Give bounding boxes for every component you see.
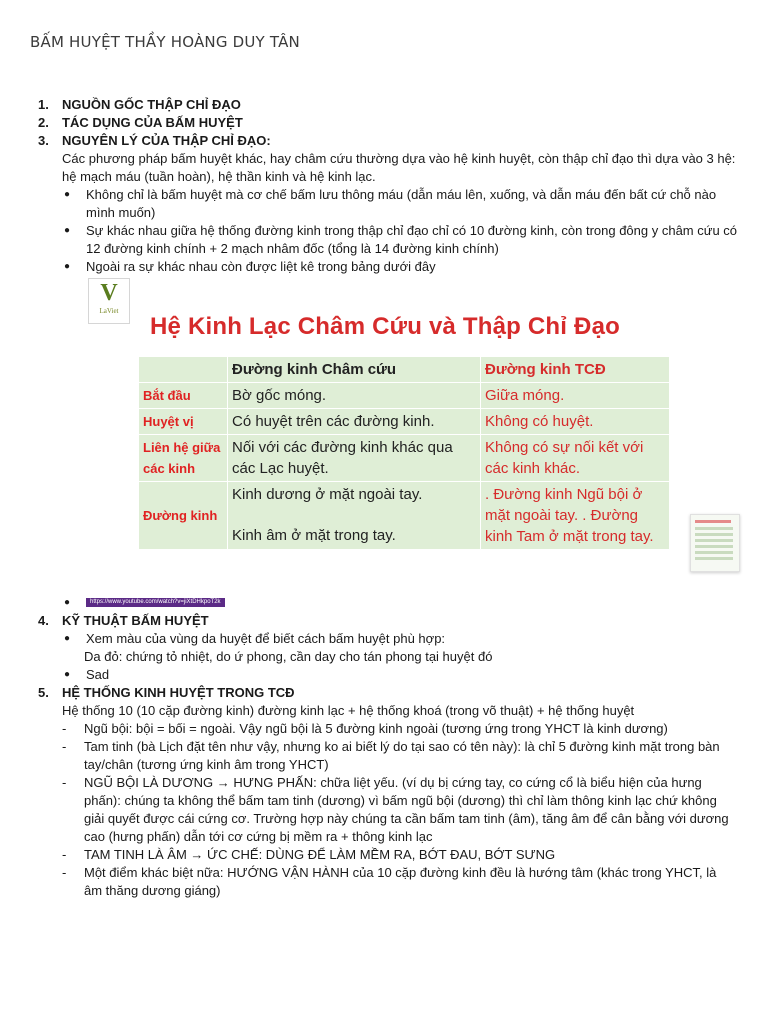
bullet-item: ● Ngoài ra sự khác nhau còn được liệt kê trong bảng dưới đây (64, 259, 436, 274)
section-heading-3: 3. NGUYÊN LÝ CỦA THẬP CHỈ ĐẠO: (38, 133, 271, 148)
bullet-icon: ● (64, 261, 71, 272)
laviet-logo: V LaViet (88, 278, 130, 324)
figure-title: Hệ Kinh Lạc Châm Cứu và Thập Chỉ Đạo (150, 313, 620, 340)
section-5-paragraph: Hệ thống 10 (10 cặp đường kinh) đường kinh lạc + hệ thống khoá (trong võ thuật) + hệ thống huyệt (62, 703, 635, 718)
bullet-icon: ● (64, 597, 71, 608)
section-3-paragraph: Các phương pháp bấm huyệt khác, hay châm cứu thường dựa vào hệ kinh huyệt, còn thập chỉ đạo thì dựa vào 3 hệ: hệ mạch máu (tuần hoàn), hệ thần kinh và hệ kinh lạc. (62, 151, 736, 184)
bullet-item: ● Không chỉ là bấm huyệt mà cơ chế bấm lưu thông máu (dẫn máu lên, xuống, và dẫn máu đến bất cứ chỗ nào mình muốn) (64, 187, 717, 220)
section-heading-4: 4. KỸ THUẬT BẤM HUYỆT (38, 613, 209, 628)
table-row: Bắt đầu Bờ gốc móng. Giữa móng. (139, 383, 670, 409)
table-header-row: Đường kinh Châm cứu Đường kinh TCĐ (139, 357, 670, 383)
sub-paragraph: Da đỏ: chứng tỏ nhiệt, do ứ phong, cần day cho tán phong tại huyệt đó (84, 649, 493, 664)
bullet-item: ● Sự khác nhau giữa hệ thống đường kinh trong thập chỉ đạo chỉ có 10 đường kinh, còn trong đông y châm cứu có 12 đường kinh chính + 2 mạch nhâm đốc (tổng là 14 đường kinh chính) (64, 223, 738, 256)
table-thumbnail (690, 514, 740, 572)
bullet-item (38, 594, 738, 612)
dash-item: - NGŨ BỘI LÀ DƯƠNG → HƯNG PHẤN: chữa liệt yếu. (ví dụ bị cứng tay, co cứng cổ là biểu hiện của hưng phấn): chúng ta không thể bấm tam tinh (dương) vì bấm ngũ bội (dương) thì chỉ làm thông kinh lạc chứ không giải quyết được cái cứng cơ. Trường hợp này chúng ta cần bấm tam tinh (âm), tăng âm để cân bằng với dương cao (hưng phấn) dẫn tới cơ cứng bị mềm ra + thông kinh lạc (62, 775, 729, 844)
table-row: Huyệt vị Có huyệt trên các đường kinh. Không có huyệt. (139, 409, 670, 435)
document-body (38, 96, 738, 900)
bullet-item: ● Xem màu của vùng da huyệt để biết cách bấm huyệt phù hợp: (64, 631, 446, 646)
bullet-item: ● Sad (64, 667, 110, 682)
comparison-figure (84, 276, 738, 594)
section-heading-1: 1. NGUỒN GỐC THẬP CHỈ ĐẠO (38, 97, 241, 112)
bullet-icon: ● (64, 189, 71, 200)
table-row: Đường kinh Kinh dương ở mặt ngoài tay. Kinh âm ở mặt trong tay. . Đường kinh Ngũ bội ở mặt ngoài tay. . Đường kinh Tam ở mặt trong tay. (139, 482, 670, 550)
dash-item: - Tam tinh (bà Lịch đặt tên như vậy, nhưng ko ai biết lý do tại sao có tên này): là chỉ 5 đường kinh mặt trong bàn tay/chân (tương ứng kinh âm trong YHCT) (62, 739, 720, 772)
bullet-icon: ● (64, 633, 71, 644)
bullet-icon: ● (64, 669, 71, 680)
section-heading-5: 5. HỆ THỐNG KINH HUYỆT TRONG TCĐ (38, 685, 295, 700)
table-row: Liên hệ giữa các kinh Nối với các đường kinh khác qua các Lạc huyệt. Không có sự nối kết với các kinh khác. (139, 435, 670, 482)
bullet-icon: ● (64, 225, 71, 236)
comparison-table (138, 356, 670, 550)
section-heading-2: 2. TÁC DỤNG CỦA BẤM HUYỆT (38, 115, 243, 130)
dash-item: - TAM TINH LÀ ÂM → ỨC CHẾ: DÙNG ĐỂ LÀM MỀM RA, BỚT ĐAU, BỚT SƯNG (62, 847, 556, 862)
document-header: BẤM HUYỆT THẦY HOÀNG DUY TÂN (30, 33, 300, 51)
dash-item: - Ngũ bội: bội = bối = ngoài. Vậy ngũ bội là 5 đường kinh ngoài (tương ứng trong YHCT là kinh dương) (62, 721, 668, 736)
youtube-link[interactable]: https://www.youtube.com/watch?v=jiXtDHkpoT2k (86, 598, 225, 607)
dash-item: - Một điểm khác biệt nữa: HƯỚNG VẬN HÀNH của 10 cặp đường kinh đều là hướng tâm (khác trong YHCT, là âm thăng dương giáng) (62, 865, 717, 898)
